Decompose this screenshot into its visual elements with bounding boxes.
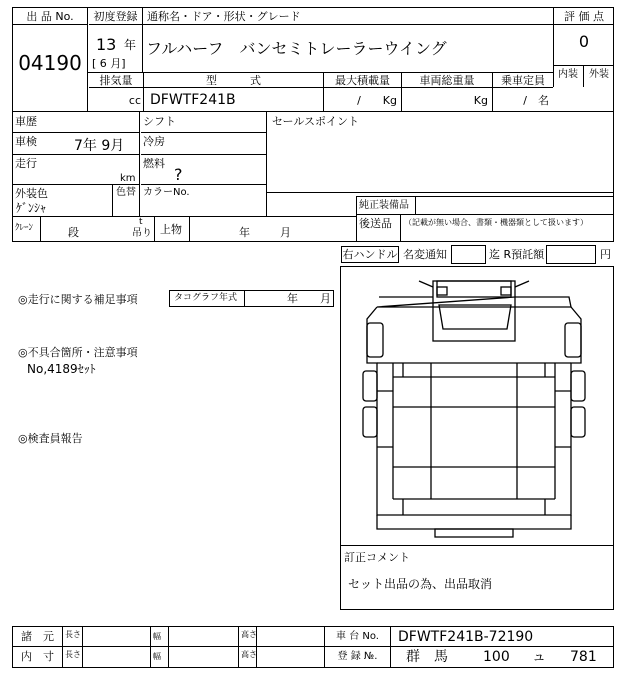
name-change-box	[451, 245, 486, 264]
spec-height-label: 高さ	[241, 630, 257, 639]
tacho-label: タコグラフ年式	[170, 291, 245, 306]
mileage-label: 走行	[15, 157, 37, 170]
upper-label: 上物	[155, 217, 190, 242]
exterior-label: 外装	[584, 65, 614, 87]
sales-point-bottom	[267, 192, 614, 193]
steering-label: 右ハンドル	[342, 248, 398, 261]
first-reg-year: 13	[96, 35, 117, 54]
correction-text: セット出品の為、出品取消	[348, 577, 493, 591]
color-change-label: 色替	[116, 187, 136, 198]
crane-label: ｸﾚｰﾝ	[13, 217, 41, 242]
hook-label: 吊り	[132, 228, 152, 239]
yen-label: 円	[600, 248, 611, 261]
truck-outline-diagram	[341, 267, 613, 545]
crane-month: 月	[280, 226, 291, 239]
fee-box	[546, 245, 596, 264]
first-reg-month: [ 6 月]	[92, 57, 126, 70]
interior-label: 内装	[553, 65, 584, 87]
inspector-label: ◎検査員報告	[18, 432, 83, 445]
name-label: 通称名・ドア・形状・グレード	[143, 8, 553, 25]
genuine-label: 純正装備品	[357, 197, 416, 215]
vehicle-diagram-box	[340, 266, 614, 546]
capacity-value: / 名	[523, 94, 549, 107]
first-reg-label: 初度登録	[89, 8, 142, 25]
displacement-unit: cc	[89, 88, 144, 112]
delivery-label: 後送品	[357, 215, 401, 242]
score-label: 評 価 点	[554, 8, 614, 25]
defects-value: No,4189ｾｯﾄ	[27, 362, 96, 376]
year-unit: 年	[124, 38, 137, 52]
exterior-color-label: 外装色	[15, 187, 48, 200]
max-load-label: 最大積載量	[324, 73, 402, 88]
stage-label: 段	[68, 226, 79, 239]
inspection-value: 7年 9月	[74, 138, 125, 154]
defects-label: ◎不具合箇所・注意事項	[18, 346, 138, 359]
supplement-label: ◎走行に関する補足事項	[18, 293, 138, 306]
fuel-value: ?	[174, 165, 183, 184]
inner-height-label: 高さ	[241, 650, 257, 659]
tacho-year: 年	[287, 292, 298, 305]
color-no-label: カラーNo.	[143, 187, 190, 198]
gross-weight-value: Kg	[402, 88, 493, 112]
delivery-note: （記載が無い場合、書類・機器類として扱います）	[404, 218, 588, 227]
crane-year: 年	[239, 226, 250, 239]
lot-label: 出 品 No.	[13, 8, 87, 25]
model-value: DFWTF241B	[144, 88, 324, 112]
tacho-month: 月	[320, 292, 331, 305]
registration-class: 100	[483, 649, 510, 665]
exterior-color-value: ｹﾞﾝｼｬ	[16, 201, 47, 215]
displacement-label: 排気量	[89, 73, 144, 88]
sales-point-label: セールスポイント	[272, 115, 360, 128]
inner-width-label: 幅	[153, 652, 161, 661]
spec-width-label: 幅	[153, 632, 161, 641]
inner-row-label: 内 寸	[13, 647, 63, 667]
vehicle-name: フルハーフ バンセミトレーラーウイング	[146, 39, 447, 58]
mileage-unit: km	[120, 173, 136, 184]
name-change-label: 名変通知	[403, 248, 447, 261]
registration-kana: ュ	[532, 649, 546, 665]
fee-label: 迄 R預託額	[489, 248, 545, 261]
model-label: 型 式	[144, 73, 324, 88]
inspection-label: 車検	[15, 135, 37, 148]
chassis-number: DFWTF241B-72190	[398, 629, 534, 645]
registration-number: 781	[570, 649, 597, 665]
lot-number: 04190	[18, 51, 82, 75]
fuel-label: 燃料	[143, 157, 165, 170]
registration-label: 登 録 №.	[325, 647, 391, 667]
gross-weight-label: 車両総重量	[402, 73, 493, 88]
correction-label: 訂正コメント	[344, 551, 410, 564]
capacity-label: 乗車定員	[493, 73, 553, 88]
registration-area: 群 馬	[406, 649, 448, 665]
chassis-label: 車 台 No.	[325, 627, 391, 647]
shift-label: シフト	[141, 113, 267, 133]
spec-row-label: 諸 元	[13, 627, 63, 647]
spec-length-label: 長さ	[65, 630, 81, 639]
history-label: 車歴	[13, 113, 140, 133]
aircon-label: 冷房	[141, 133, 267, 155]
max-load-value: / Kg	[324, 88, 402, 112]
t-label: t	[139, 217, 143, 227]
inner-length-label: 長さ	[65, 650, 81, 659]
score-value: 0	[578, 32, 590, 51]
